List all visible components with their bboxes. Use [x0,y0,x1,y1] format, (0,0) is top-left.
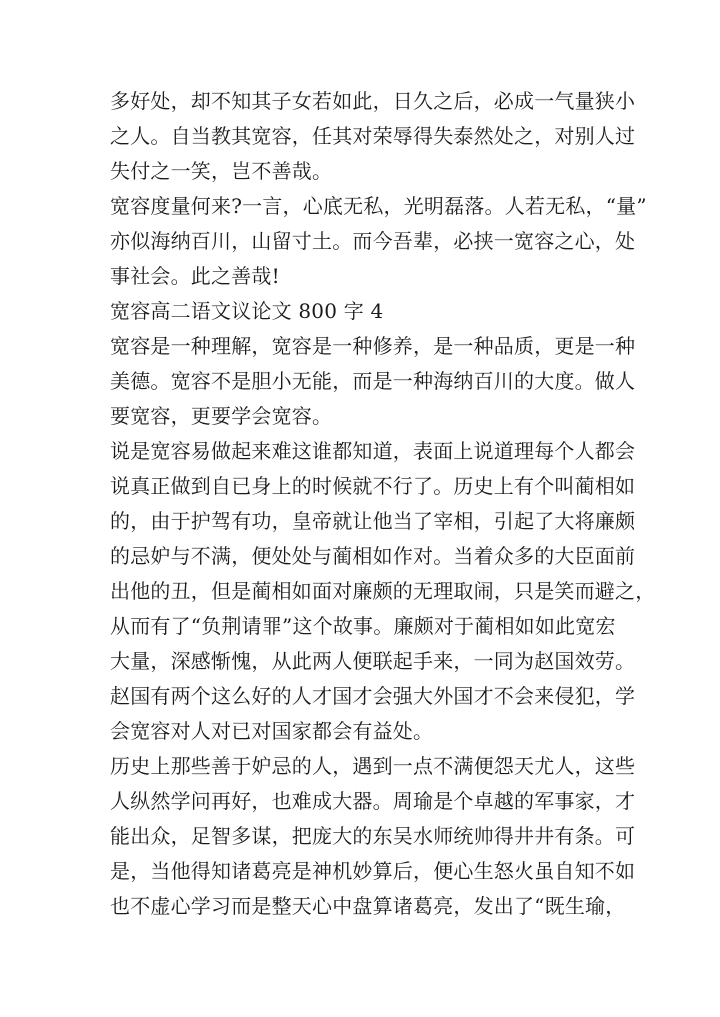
text-line: 事社会。此之善哉! [110,264,280,288]
text-line: 说真正做到自已身上的时候就不行了。历史上有个叫蔺相如 [110,474,636,498]
text-line: 宽容度量何来?一言，心底无私，光明磊落。人若无私，“量” [110,194,647,218]
text-line: 宽容是一种理解，宽容是一种修养，是一种品质，更是一种 [110,334,636,358]
document-body [110,84,656,924]
text-line: 说是宽容易做起来难这谁都知道，表面上说道理每个人都会 [110,439,636,463]
text-line: 大量，深感惭愧，从此两人便联起手来，一同为赵国效劳。 [110,649,636,673]
text-line: 从而有了“负荆请罪”这个故事。廉颇对于蔺相如如此宽宏 [110,614,616,638]
text-line: 亦似海纳百川，山留寸土。而今吾辈，必挟一宽容之心，处 [110,229,636,253]
text-line: 历史上那些善于妒忌的人，遇到一点不满便怨天尤人，这些 [110,754,636,778]
text-line: 能出众，足智多谋，把庞大的东吴水师统帅得井井有条。可 [110,824,636,848]
text-line: 也不虚心学习而是整天心中盘算诸葛亮，发出了“既生瑜， [110,894,626,918]
text-line: 会宽容对人对已对国家都会有益处。 [110,719,434,743]
text-line: 赵国有两个这么好的人才国才会强大外国才不会来侵犯，学 [110,684,636,708]
text-line: 是，当他得知诸葛亮是神机妙算后，便心生怒火虽自知不如 [110,859,636,883]
text-line: 多好处，却不知其子女若如此，日久之后，必成一气量狭小 [110,89,636,113]
section-heading: 宽容高二语文议论文 800 字 4 [110,299,384,323]
text-line: 要宽容，更要学会宽容。 [110,404,333,428]
text-line: 的，由于护驾有功，皇帝就让他当了宰相，引起了大将廉颇 [110,509,636,533]
text-line: 美德。宽容不是胆小无能，而是一种海纳百川的大度。做人 [110,369,636,393]
text-line: 出他的丑，但是蔺相如面对廉颇的无理取闹，只是笑而避之， [110,579,656,603]
text-line: 人纵然学问再好，也难成大器。周瑜是个卓越的军事家，才 [110,789,636,813]
text-line: 失付之一笑，岂不善哉。 [110,159,333,183]
text-line: 之人。自当教其宽容，任其对荣辱得失泰然处之，对别人过 [110,124,636,148]
text-line: 的忌妒与不满，便处处与蔺相如作对。当着众多的大臣面前 [110,544,636,568]
